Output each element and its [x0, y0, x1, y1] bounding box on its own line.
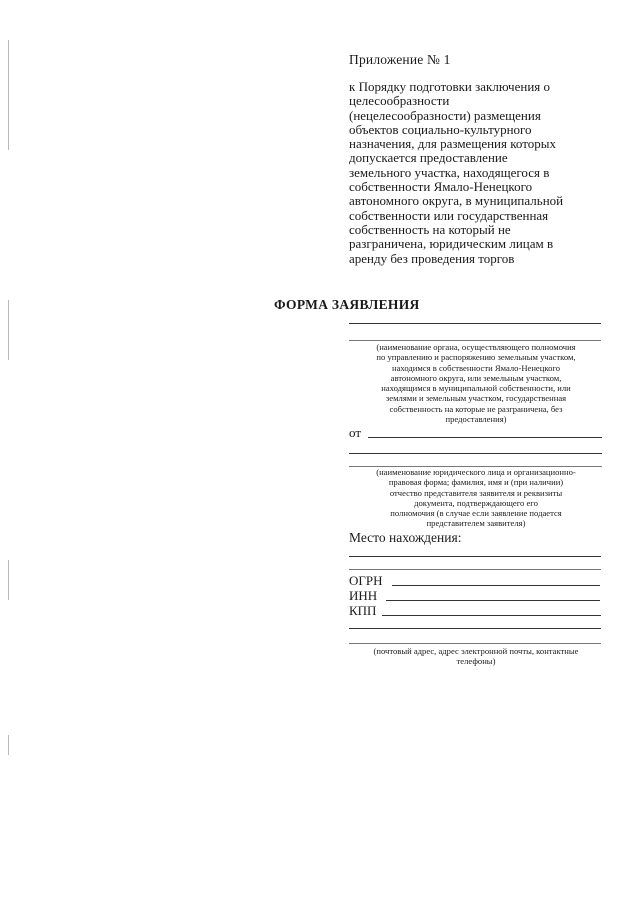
form-heading: ФОРМА ЗАЯВЛЕНИЯ — [274, 297, 420, 312]
authority-name-line[interactable] — [349, 340, 601, 341]
location-line[interactable] — [349, 556, 601, 557]
location-line[interactable] — [349, 569, 601, 570]
appendix-line: собственность на который не — [349, 221, 511, 237]
contacts-caption — [349, 646, 603, 667]
ogrn-label: ОГРН — [349, 573, 383, 588]
scan-margin-mark — [8, 300, 9, 360]
caption-line: находящимся в муниципальной собственности, или — [381, 383, 571, 394]
caption-line: по управлению и распоряжению земельным участком, — [376, 352, 576, 363]
caption-line: представителем заявителя) — [426, 518, 526, 529]
contacts-line[interactable] — [349, 643, 601, 644]
scan-margin-mark — [8, 560, 9, 600]
caption-line: (наименование органа, осуществляющего полномочия — [376, 342, 576, 352]
caption-line: предоставления) — [445, 414, 507, 425]
caption-line: (почтовый адрес, адрес электронной почты, контактные — [373, 646, 579, 656]
appendix-description — [349, 80, 599, 266]
appendix-title: Приложение № 1 — [349, 52, 451, 67]
caption-line: документа, подтверждающего его — [414, 497, 538, 508]
appendix-line: земельного участка, находящегося в — [349, 164, 550, 180]
appendix-line: разграничена, юридическим лицам в — [349, 236, 554, 252]
appendix-line: автономного округа, в муниципальной — [349, 193, 564, 209]
caption-line: правовая форма; фамилия, имя и (при наличии) — [388, 477, 564, 488]
appendix-line: целесообразности — [349, 93, 450, 109]
caption-line: собственность на которые не разграничена, без — [389, 403, 563, 414]
caption-line: автономного округа, или земельным участком, — [390, 372, 562, 383]
authority-caption — [349, 342, 603, 424]
appendix-line: собственности или государственная — [349, 207, 549, 223]
applicant-caption — [349, 467, 603, 529]
appendix-line: собственности Ямало-Ненецкого — [349, 179, 533, 195]
kpp-label: КПП — [349, 603, 377, 618]
appendix-line: (нецелесообразности) размещения — [349, 107, 541, 123]
caption-line: полномочия (в случае если заявление подается — [390, 508, 562, 519]
scan-margin-mark — [8, 40, 9, 150]
applicant-name-line[interactable] — [349, 453, 602, 454]
scan-margin-mark — [8, 735, 9, 755]
ogrn-field-line[interactable] — [392, 585, 600, 586]
caption-line: (наименование юридического лица и организационно- — [376, 467, 576, 477]
inn-field-line[interactable] — [386, 600, 600, 601]
appendix-line: назначения, для размещения которых — [349, 136, 556, 152]
kpp-field-line[interactable] — [382, 615, 601, 616]
contacts-line[interactable] — [349, 628, 601, 629]
location-label: Место нахождения: — [349, 530, 462, 545]
caption-line: телефоны) — [456, 656, 496, 667]
appendix-line: к Порядку подготовки заключения о — [349, 79, 551, 94]
applicant-name-line[interactable] — [368, 437, 602, 438]
appendix-line: объектов социально-культурного — [349, 121, 532, 137]
caption-line: находимся в собственности Ямало-Ненецкого — [392, 362, 560, 373]
inn-label: ИНН — [349, 588, 378, 603]
caption-line: землями и земельным участком, государственная — [385, 393, 567, 404]
caption-line: отчество представителя заявителя и реквизиты — [389, 487, 563, 498]
from-label: от — [349, 425, 362, 440]
appendix-line: аренду без проведения торгов — [349, 250, 515, 266]
appendix-line: допускается предоставление — [349, 150, 508, 166]
authority-name-line[interactable] — [349, 323, 601, 324]
